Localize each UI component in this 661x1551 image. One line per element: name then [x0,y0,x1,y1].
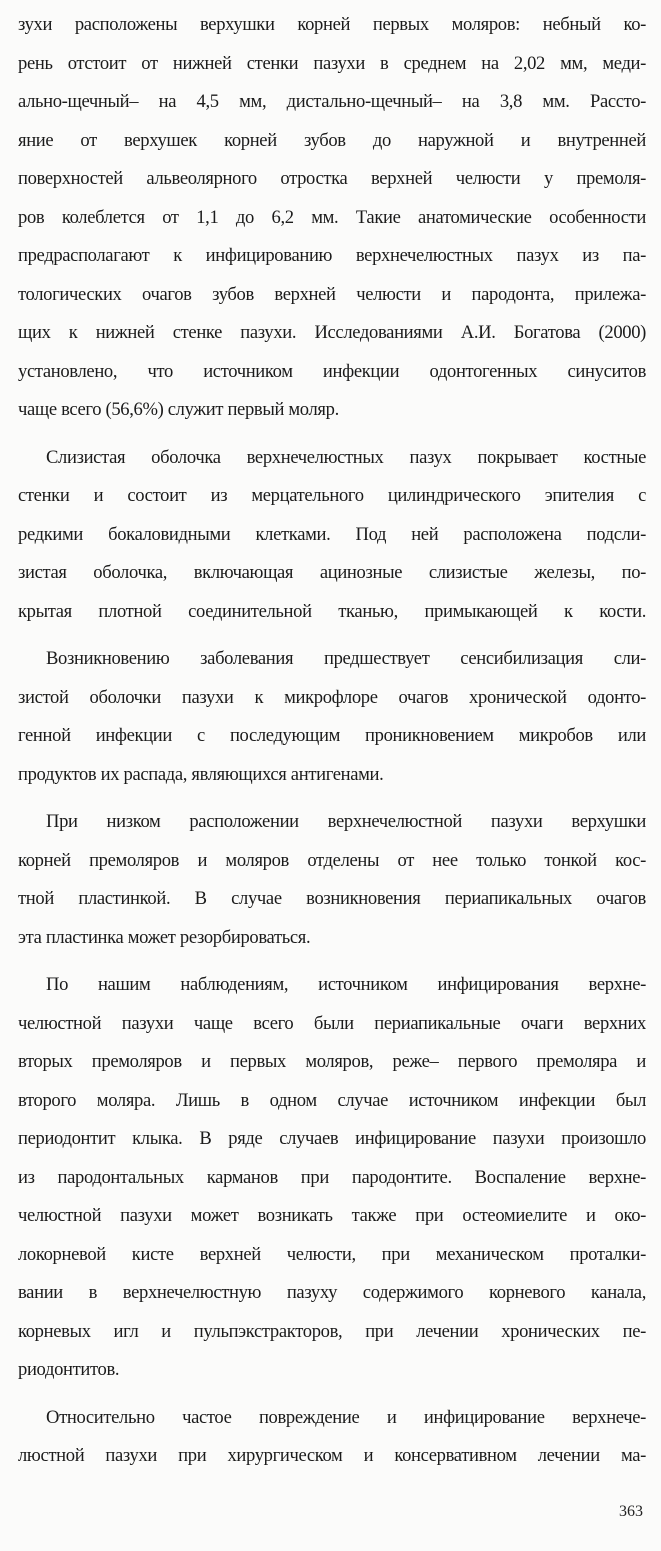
paragraph [18,640,646,794]
text-line: Слизистая оболочка верхнечелюстных пазух покрывает костные [46,446,646,468]
text-line: вторых премоляров и первых моляров, реже– первого премоляра и [18,1051,646,1072]
text-line: зухи расположены верхушки корней первых моляров: небный ко- [18,14,646,35]
text-line: зистой оболочки пазухи к микрофлоре очагов хронической одонто- [18,686,646,708]
text-line: продуктов их распада, являющихся антигенами. [18,763,384,785]
text-line: стенки и состоит из мерцательного цилиндрического эпителия с [18,485,646,506]
text-line: ально-щечный– на 4,5 мм, дистально-щечный– на 3,8 мм. Рассто- [18,91,646,112]
text-line: При низком расположении верхнечелюстной пазухи верхушки [46,811,646,832]
page-number: 363 [619,1503,643,1520]
text-line: поверхностей альвеолярного отростка верхней челюсти у премоля- [18,168,646,189]
text-line: челюстной пазухи чаще всего были периапикальные очаги верхних [18,1012,646,1034]
text-line: локорневой кисте верхней челюсти, при механическом проталки- [18,1243,646,1265]
text-line: эта пластинка может резорбироваться. [18,926,311,948]
text-line: второго моляра. Лишь в одном случае источником инфекции был [18,1089,646,1111]
text-line: корневых игл и пульпэкстракторов, при лечении хронических пе- [18,1320,646,1342]
text-line: периодонтит клыка. В ряде случаев инфицирование пазухи произошло [18,1128,646,1149]
text-line: крытая плотной соединительной тканью, примыкающей к кости. [18,600,646,622]
text-line: По нашим наблюдениям, источником инфицирования верхне- [46,974,646,995]
text-line: челюстной пазухи может возникать также при остеомиелите и око- [18,1205,646,1226]
text-line: корней премоляров и моляров отделены от нее только тонкой кос- [18,849,646,871]
text-line: зистая оболочка, включающая ацинозные слизистые железы, по- [18,562,646,583]
text-line: из пародонтальных карманов при пародонтите. Воспаление верхне- [18,1166,646,1188]
paragraph [18,439,646,632]
text-line: предрасполагают к инфицированию верхнечелюстных пазух из па- [18,245,646,266]
text-line: Возникновению заболевания предшествует сенсибилизация сли- [46,648,646,669]
text-line: вании в верхнечелюстную пазуху содержимого корневого канала, [18,1282,646,1303]
text-line: рень отстоит от нижней стенки пазухи в среднем на 2,02 мм, меди- [18,52,646,74]
paragraph [18,803,646,957]
text-line: генной инфекции с последующим проникновением микробов или [18,725,646,746]
paragraph [18,1399,646,1476]
text-line: яние от верхушек корней зубов до наружной и внутренней [18,129,646,151]
text-line: чаще всего (56,6%) служит первый моляр. [18,399,339,420]
text-line: риодонтитов. [18,1359,120,1380]
paragraph [18,6,646,430]
text-line: щих к нижней стенке пазухи. Исследованиями А.И. Богатова (2000) [18,322,646,343]
text-line: Относительно частое повреждение и инфицирование верхнече- [46,1406,646,1428]
text-line: тной пластинкой. В случае возникновения периапикальных очагов [18,888,646,909]
paragraph [18,966,646,1390]
text-line: установлено, что источником инфекции одонтогенных синуситов [18,360,646,382]
text-line: редкими бокаловидными клетками. Под ней расположена подсли- [18,523,646,545]
text-line: люстной пазухи при хирургическом и консервативном лечении ма- [18,1445,646,1466]
text-line: тологических очагов зубов верхней челюсти и пародонта, прилежа- [18,283,646,305]
body-text [18,6,646,1476]
text-line: ров колеблется от 1,1 до 6,2 мм. Такие анатомические особенности [18,206,646,228]
